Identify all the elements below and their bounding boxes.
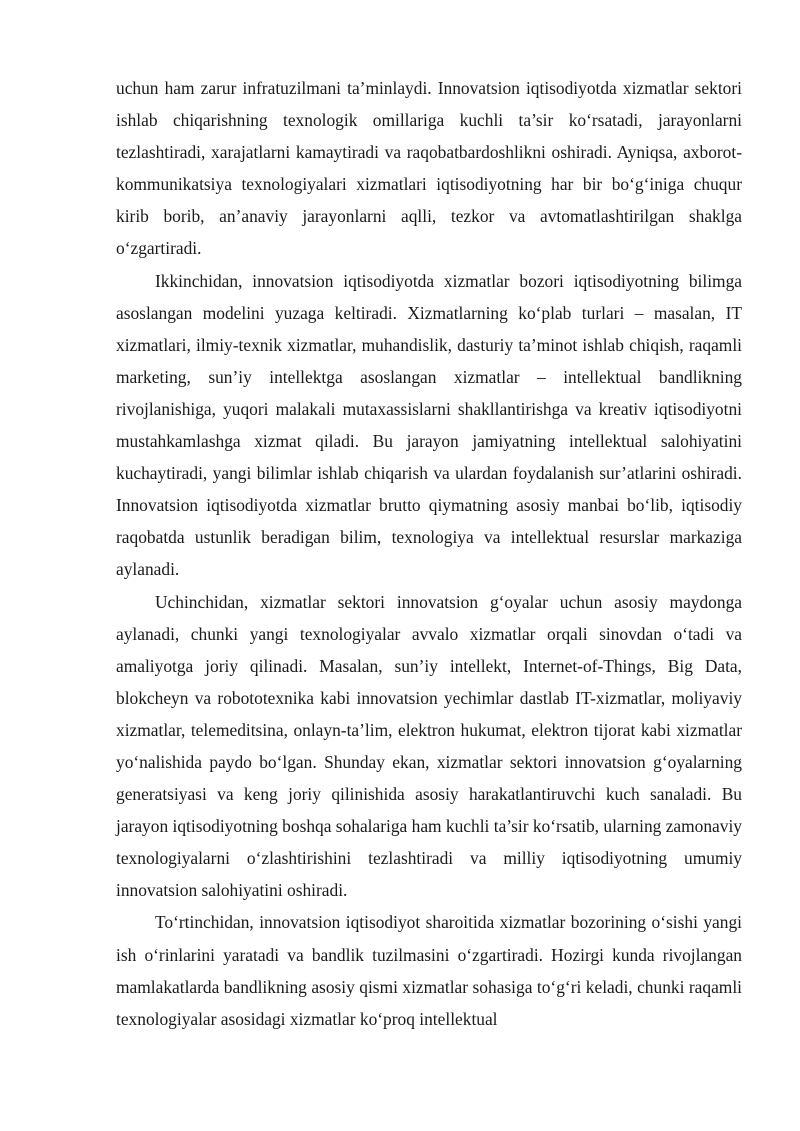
paragraph-continuation: uchun ham zarur infratuzilmani ta’minlaydi. Innovatsion iqtisodiyotda xizmatlar sektori ishlab chiqarishning texnologik omillariga kuchli ta’sir ko‘rsatadi, jarayonlarni tezlashtiradi, xarajatlarni kamaytiradi va raqobatbardoshlikni oshiradi. Ayniqsa, axborot-kommunikatsiya texnologiyalari xizmatlari iqtisodiyotning har bir bo‘g‘iniga chuqur kirib borib, an’anaviy jarayonlarni aqlli, tezkor va avtomatlashtirilgan shaklga o‘zgartiradi. [116,78,742,259]
paragraph-uchinchidan: Uchinchidan, xizmatlar sektori innovatsion g‘oyalar uchun asosiy maydonga aylanadi, chunki yangi texnologiyalar avvalo xizmatlar orqali sinovdan o‘tadi va amaliyotga joriy qilinadi. Masalan, sun’iy intellekt, Internet-of-Things, Big Data, blokcheyn va robototexnika kabi innovatsion yechimlar dastlab IT-xizmatlar, moliyaviy xizmatlar, telemeditsina, onlayn-ta’lim, elektron hukumat, elektron tijorat kabi xizmatlar yo‘nalishida paydo bo‘lgan. Shunday ekan, xizmatlar sektori innovatsion g‘oyalarning generatsiyasi va keng joriy qilinishida asosiy harakatlantiruvchi kuch sanaladi. Bu jarayon iqtisodiyotning boshqa sohalariga ham kuchli ta’sir ko‘rsatib, ularning zamonaviy texnologiyalarni o‘zlashtirishini tezlashtiradi va milliy iqtisodiyotning umumiy innovatsion salohiyatini oshiradi. [116,591,742,901]
document-page [116,72,742,1035]
paragraph-tortinchidan: To‘rtinchidan, innovatsion iqtisodiyot sharoitida xizmatlar bozorining o‘sishi yangi ish o‘rinlarini yaratadi va bandlik tuzilmasini o‘zgartiradi. Hozirgi kunda rivojlangan mamlakatlarda bandlikning asosiy qismi xizmatlar sohasiga to‘g‘ri keladi, chunki raqamli texnologiyalar asosidagi xizmatlar ko‘proq intellektual [116,912,742,1029]
paragraph-ikkinchidan: Ikkinchidan, innovatsion iqtisodiyotda xizmatlar bozori iqtisodiyotning bilimga asoslangan modelini yuzaga keltiradi. Xizmatlarning ko‘plab turlari – masalan, IT xizmatlari, ilmiy-texnik xizmatlar, muhandislik, dasturiy ta’minot ishlab chiqish, raqamli marketing, sun’iy intellektga asoslangan xizmatlar – intellektual bandlikning rivojlanishiga, yuqori malakali mutaxassislarni shakllantirishga va kreativ iqtisodiyotni mustahkamlashga xizmat qiladi. Bu jarayon jamiyatning intellektual salohiyatini kuchaytiradi, yangi bilimlar ishlab chiqarish va ulardan foydalanish sur’atlarini oshiradi. Innovatsion iqtisodiyotda xizmatlar brutto qiymatning asosiy manbai bo‘lib, iqtisodiy raqobatda ustunlik beradigan bilim, texnologiya va intellektual resurslar markaziga aylanadi. [116,270,742,580]
